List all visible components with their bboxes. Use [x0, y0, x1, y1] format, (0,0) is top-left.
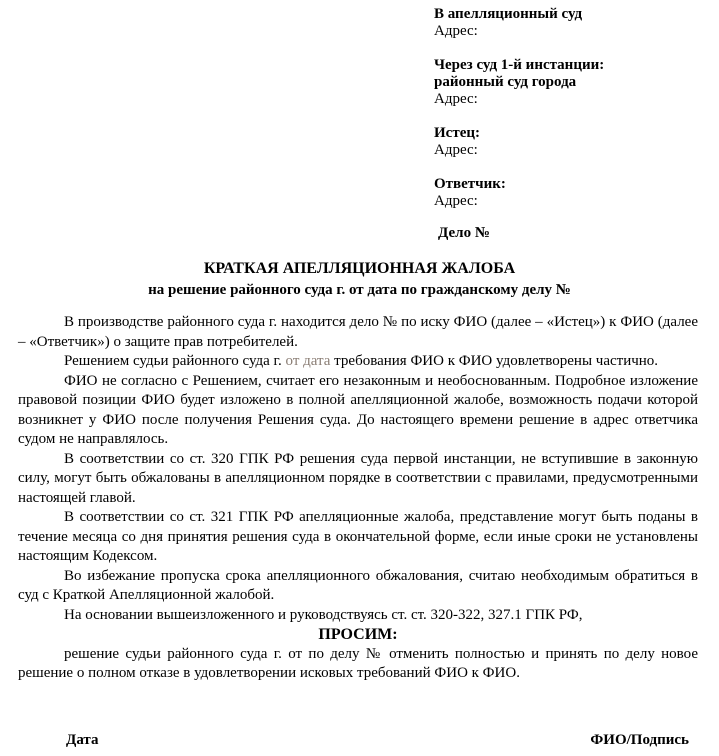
- date-label: Дата: [66, 732, 99, 748]
- first-instance-label: Через суд 1-й инстанции:: [434, 57, 605, 73]
- document-subtitle: на решение районного суда г. от дата по гражданскому делу №: [148, 282, 571, 298]
- paragraph-legal-basis: На основании вышеизложенного и руководствуясь ст. ст. 320-322, 327.1 ГПК РФ,: [64, 606, 583, 623]
- signature-label: ФИО/Подпись: [590, 732, 689, 748]
- first-instance-block: [434, 57, 714, 108]
- first-instance-address: Адрес:: [434, 91, 478, 107]
- plaintiff-block: [434, 125, 714, 159]
- plaintiff-label: Истец:: [434, 125, 480, 141]
- first-instance-court: районный суд города: [434, 74, 577, 90]
- addressee-block: [434, 6, 714, 210]
- paragraph-article-321: В соответствии со ст. 321 ГПК РФ апелляционные жалоба, представление могут быть поданы в течение месяца со дня принятия решения суда в окончательной форме, если иные сроки не установлены настоящим Кодексом.: [18, 509, 698, 564]
- decision-date-placeholder: от дата: [285, 353, 331, 369]
- appeal-court-block: [434, 6, 714, 40]
- paragraph-decision: [18, 352, 698, 372]
- defendant-block: [434, 176, 714, 210]
- paragraph-article-320: В соответствии со ст. 320 ГПК РФ решения суда первой инстанции, не вступившие в законную силу, могут быть обжалованы в апелляционном порядке в соответствии с правилами, предусмотренными настоящей главой.: [18, 450, 698, 506]
- plaintiff-address: Адрес:: [434, 142, 478, 158]
- case-number: Дело №: [438, 225, 490, 241]
- paragraph-deadline: Во избежание пропуска срока апелляционного обжалования, считаю необходимым обратиться в суд с Краткой Апелляционной жалобой.: [18, 567, 698, 603]
- appeal-court-address: Адрес:: [434, 23, 478, 39]
- paragraph-disagreement: ФИО не согласно с Решением, считает его незаконным и необоснованным. Подробное изложение правовой позиции ФИО будет изложено в полной апелляционной жалобе, возможность подачи которой возникнет у ФИО после получения Решения суда. До настоящего времени решение в адрес ответчика судом не направлялось.: [18, 372, 698, 447]
- defendant-label: Ответчик:: [434, 176, 506, 192]
- decision-text-start: Решением судьи районного суда г.: [64, 353, 286, 369]
- appeal-court-label: В апелляционный суд: [434, 6, 583, 22]
- defendant-address: Адрес:: [434, 193, 478, 209]
- paragraph-request: решение судьи районного суда г. от по делу № отменить полностью и принять по делу новое решение о полном отказе в удовлетворении исковых требований ФИО к ФИО.: [18, 645, 698, 681]
- plead-heading: ПРОСИМ:: [318, 626, 398, 643]
- document-body: [18, 313, 698, 684]
- paragraph-case-info: В производстве районного суда г. находится дело № по иску ФИО (далее – «Истец») к ФИО (далее – «Ответчик») о защите прав потребителей.: [18, 314, 698, 350]
- document-title: КРАТКАЯ АПЕЛЛЯЦИОННАЯ ЖАЛОБА: [203, 260, 516, 277]
- decision-text-end: требования ФИО к ФИО удовлетворены частично.: [330, 353, 659, 369]
